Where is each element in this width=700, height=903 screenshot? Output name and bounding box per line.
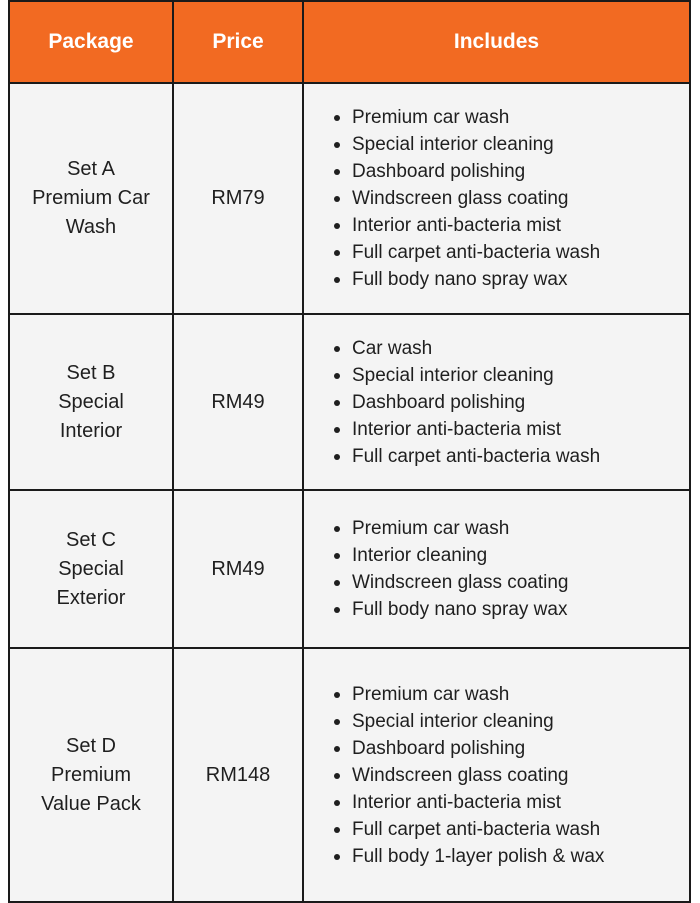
price-cell: RM148 — [173, 648, 303, 902]
package-name-cell — [9, 490, 173, 648]
list-item: Windscreen glass coating — [332, 185, 689, 212]
package-name-line: Exterior — [56, 586, 126, 609]
list-item: Premium car wash — [332, 681, 689, 708]
package-name-line: Special — [58, 557, 124, 580]
package-name-cell — [9, 648, 173, 902]
package-name-line: Interior — [59, 419, 123, 442]
list-item: Special interior cleaning — [332, 131, 689, 158]
list-item: Dashboard polishing — [332, 158, 689, 185]
bullet-icon — [334, 142, 340, 148]
bullet-icon — [334, 223, 340, 229]
list-item: Full carpet anti-bacteria wash — [332, 239, 689, 266]
package-name-line: Set B — [66, 361, 116, 384]
includes-cell — [303, 83, 690, 314]
bullet-icon — [334, 526, 340, 532]
bullet-icon — [334, 580, 340, 586]
package-name-line: Set C — [65, 528, 117, 551]
includes-list — [304, 335, 689, 470]
list-item: Interior anti-bacteria mist — [332, 789, 689, 816]
table-row — [9, 648, 690, 902]
bullet-icon — [334, 115, 340, 121]
price-cell: RM49 — [173, 490, 303, 648]
price-cell: RM79 — [173, 83, 303, 314]
includes-list — [304, 104, 689, 293]
package-name-line: Premium — [50, 763, 131, 786]
list-item: Special interior cleaning — [332, 708, 689, 735]
list-item: Premium car wash — [332, 104, 689, 131]
includes-cell — [303, 490, 690, 648]
bullet-icon — [334, 854, 340, 860]
list-item: Full body nano spray wax — [332, 596, 689, 623]
package-price-table — [8, 0, 691, 903]
list-item: Special interior cleaning — [332, 362, 689, 389]
bullet-icon — [334, 719, 340, 725]
includes-cell — [303, 648, 690, 902]
package-name-line: Premium Car — [32, 187, 150, 209]
list-item: Full body 1-layer polish & wax — [332, 843, 689, 870]
bullet-icon — [334, 427, 340, 433]
table-row — [9, 314, 690, 490]
bullet-icon — [334, 196, 340, 202]
bullet-icon — [334, 346, 340, 352]
bullet-icon — [334, 250, 340, 256]
package-name-line: Set A — [67, 158, 115, 180]
bullet-icon — [334, 773, 340, 779]
header-price: Price — [173, 1, 303, 83]
bullet-icon — [334, 373, 340, 379]
list-item: Interior cleaning — [332, 542, 689, 569]
list-item: Premium car wash — [332, 515, 689, 542]
price-cell: RM49 — [173, 314, 303, 490]
table-row — [9, 83, 690, 314]
list-item: Full carpet anti-bacteria wash — [332, 443, 689, 470]
table-row — [9, 490, 690, 648]
bullet-icon — [334, 692, 340, 698]
bullet-icon — [334, 553, 340, 559]
package-name-cell — [9, 314, 173, 490]
includes-cell — [303, 314, 690, 490]
package-name-line: Value Pack — [41, 792, 141, 815]
list-item: Interior anti-bacteria mist — [332, 416, 689, 443]
package-name-cell — [9, 83, 173, 314]
bullet-icon — [334, 277, 340, 283]
header-includes: Includes — [303, 1, 690, 83]
list-item: Dashboard polishing — [332, 735, 689, 762]
bullet-icon — [334, 454, 340, 460]
package-name-line: Set D — [65, 734, 117, 757]
bullet-icon — [334, 400, 340, 406]
includes-list — [304, 515, 689, 623]
list-item: Car wash — [332, 335, 689, 362]
bullet-icon — [334, 827, 340, 833]
table-header-row — [9, 1, 690, 83]
list-item: Full body nano spray wax — [332, 266, 689, 293]
includes-list — [304, 681, 689, 870]
package-name-line: Wash — [65, 216, 117, 238]
bullet-icon — [334, 746, 340, 752]
bullet-icon — [334, 607, 340, 613]
list-item: Windscreen glass coating — [332, 762, 689, 789]
list-item: Interior anti-bacteria mist — [332, 212, 689, 239]
list-item: Dashboard polishing — [332, 389, 689, 416]
bullet-icon — [334, 169, 340, 175]
list-item: Full carpet anti-bacteria wash — [332, 816, 689, 843]
bullet-icon — [334, 800, 340, 806]
header-package: Package — [9, 1, 173, 83]
package-name-line: Special — [58, 390, 124, 413]
list-item: Windscreen glass coating — [332, 569, 689, 596]
